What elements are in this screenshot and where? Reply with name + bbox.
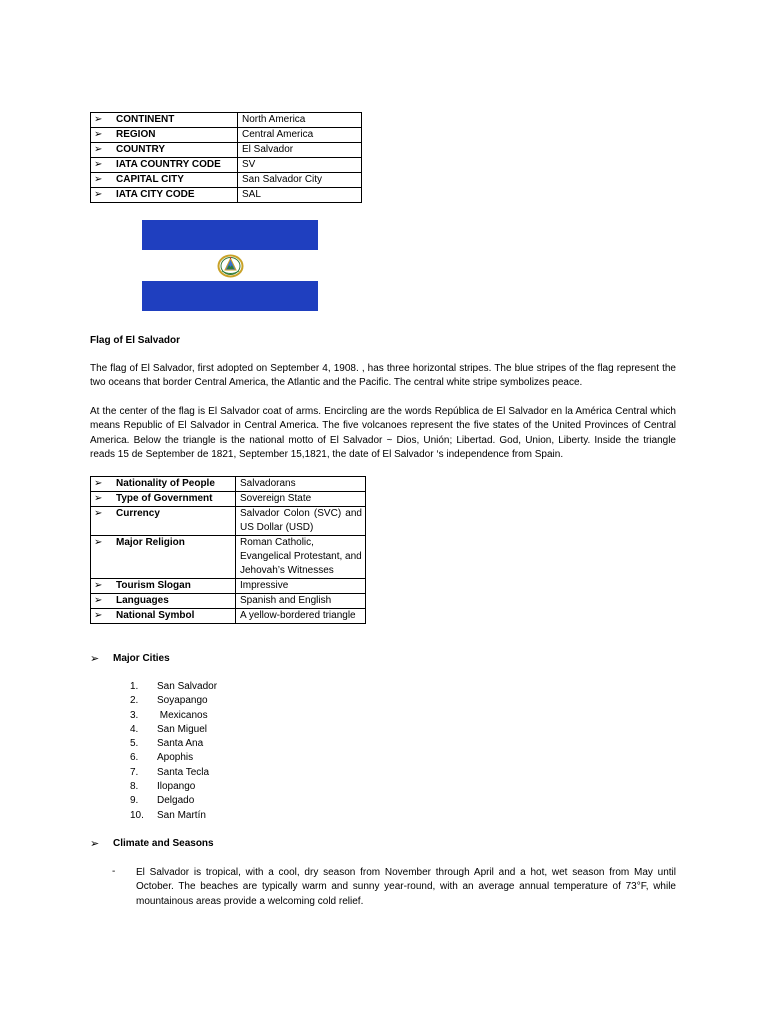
country-fact-row (91, 609, 366, 624)
city-name: San Miguel (157, 723, 208, 735)
city-list-item (130, 751, 217, 765)
city-number: 1. (130, 681, 139, 692)
location-info-table (90, 112, 362, 203)
city-list-item (130, 794, 217, 808)
city-name: Soyapango (157, 695, 208, 707)
city-name: Mexicanos (157, 709, 208, 721)
country-fact-value-cell: A yellow-bordered triangle (236, 609, 366, 624)
country-fact-key-cell (91, 594, 236, 609)
location-info-key-cell (91, 143, 238, 158)
city-list-item (130, 766, 217, 780)
country-fact-key-label: Major Religion (116, 537, 185, 548)
location-info-key-label: COUNTRY (116, 144, 166, 155)
city-number: 10. (130, 809, 144, 821)
climate-dash: - (112, 866, 116, 877)
location-info-row (91, 113, 362, 128)
arrow-bullet-icon: ➢ (94, 537, 103, 548)
location-info-value-cell: North America (238, 113, 362, 128)
location-info-key-cell (91, 158, 238, 173)
location-info-value-cell: SV (238, 158, 362, 173)
country-fact-key-label: Tourism Slogan (116, 580, 191, 591)
major-cities-list (130, 680, 217, 823)
major-cities-bullet-icon: ➢ (90, 653, 100, 665)
country-facts-table (90, 476, 366, 624)
city-name: Apophis (157, 752, 194, 764)
city-name: Santa Ana (157, 738, 204, 750)
country-fact-key-cell (91, 477, 236, 492)
country-fact-value-cell: Spanish and English (236, 594, 366, 609)
location-info-key-label: REGION (116, 129, 156, 140)
arrow-bullet-icon: ➢ (94, 114, 103, 125)
country-fact-key-label: National Symbol (116, 610, 195, 621)
location-info-key-cell (91, 188, 238, 203)
location-info-key-cell (91, 128, 238, 143)
country-fact-key-cell (91, 492, 236, 507)
country-fact-row (91, 594, 366, 609)
city-number: 4. (130, 723, 139, 735)
arrow-bullet-icon: ➢ (94, 508, 103, 519)
arrow-bullet-icon: ➢ (94, 129, 103, 140)
climate-paragraph: El Salvador is tropical, with a cool, dry season from November through April and a hot, wet season from May until October. The beaches are typically warm and sunny year-round, with an average annual temperature of 73°F, while mountainous areas provide a welcoming cold relief. (136, 867, 676, 907)
country-fact-value-cell: Sovereign State (236, 492, 366, 507)
country-fact-key-cell (91, 536, 236, 579)
city-list-item (130, 709, 217, 723)
flag-heading: Flag of El Salvador (90, 335, 181, 346)
location-info-value-cell: El Salvador (238, 143, 362, 158)
location-info-value-cell: San Salvador City (238, 173, 362, 188)
arrow-bullet-icon: ➢ (94, 595, 103, 606)
arrow-bullet-icon: ➢ (94, 478, 103, 489)
major-cities-heading: Major Cities (113, 653, 170, 664)
country-fact-row (91, 492, 366, 507)
country-fact-key-label: Languages (116, 595, 169, 606)
city-number: 8. (130, 781, 139, 793)
city-number: 2. (130, 695, 139, 707)
location-info-key-label: IATA COUNTRY CODE (116, 159, 221, 170)
location-info-row (91, 173, 362, 188)
country-fact-row (91, 477, 366, 492)
arrow-bullet-icon: ➢ (94, 174, 103, 185)
location-info-key-label: IATA CITY CODE (116, 189, 195, 200)
location-info-row (91, 188, 362, 203)
location-info-key-cell (91, 173, 238, 188)
city-number: 7. (130, 766, 139, 778)
flag-top-blue-stripe (142, 220, 318, 250)
city-list-item (130, 723, 217, 737)
coat-of-arms-icon (216, 254, 245, 278)
country-fact-key-cell (91, 609, 236, 624)
country-fact-value-cell: Salvadorans (236, 477, 366, 492)
city-name: Ilopango (157, 781, 196, 793)
flag-description-paragraph: The flag of El Salvador, first adopted on September 4, 1908. , has three horizontal stripes. The blue stripes of the flag represent the two oceans that border Central America, the Atlantic and the Pacific. The central white stripe symbolizes peace. (90, 363, 676, 389)
el-salvador-flag (142, 220, 318, 311)
city-list-item (130, 737, 217, 751)
city-number: 6. (130, 752, 139, 764)
location-info-key-label: CONTINENT (116, 114, 175, 125)
climate-bullet-icon: ➢ (90, 838, 100, 850)
arrow-bullet-icon: ➢ (94, 610, 103, 621)
city-number: 5. (130, 738, 139, 750)
city-name: Delgado (157, 795, 195, 807)
location-info-value-cell: SAL (238, 188, 362, 203)
city-name: Santa Tecla (157, 766, 210, 778)
coat-of-arms-paragraph: At the center of the flag is El Salvador coat of arms. Encircling are the words República de El Salvador en la América Central which means Republic of El Salvador in Central America. The five volcanoes represent the five states of the United Provinces of Central America. Below the triangle is the national motto of El Salvador ~ Dios, Unión; Libertad. God, Union, Liberty. Inside the triangle reads 15 de September de 1821, September 15,1821, the date of El Salvador ‘s independence from Spain. (90, 406, 676, 460)
location-info-row (91, 128, 362, 143)
city-number: 3. (130, 709, 139, 721)
city-list-item (130, 809, 217, 823)
country-fact-key-label: Currency (116, 508, 160, 519)
city-list-item (130, 780, 217, 794)
arrow-bullet-icon: ➢ (94, 493, 103, 504)
country-fact-key-label: Nationality of People (116, 478, 215, 489)
arrow-bullet-icon: ➢ (94, 189, 103, 200)
city-name: San Salvador (157, 681, 218, 692)
location-info-value-cell: Central America (238, 128, 362, 143)
country-fact-key-cell (91, 579, 236, 594)
country-fact-row (91, 536, 366, 579)
climate-heading: Climate and Seasons (113, 838, 214, 849)
flag-bottom-blue-stripe (142, 281, 318, 311)
location-info-row (91, 158, 362, 173)
country-fact-row (91, 579, 366, 594)
city-list-item (130, 694, 217, 708)
location-info-row (91, 143, 362, 158)
location-info-key-cell (91, 113, 238, 128)
arrow-bullet-icon: ➢ (94, 159, 103, 170)
location-info-key-label: CAPITAL CITY (116, 174, 184, 185)
country-fact-key-label: Type of Government (116, 493, 213, 504)
country-fact-value-cell: Impressive (236, 579, 366, 594)
city-name: San Martín (157, 809, 206, 821)
country-fact-value-cell: Roman Catholic, Evangelical Protestant, and Jehovah’s Witnesses (236, 536, 366, 579)
country-fact-row (91, 507, 366, 536)
arrow-bullet-icon: ➢ (94, 144, 103, 155)
arrow-bullet-icon: ➢ (94, 580, 103, 591)
city-list-item (130, 680, 217, 694)
country-fact-key-cell (91, 507, 236, 536)
city-number: 9. (130, 795, 139, 807)
country-fact-value-cell: Salvador Colon (SVC) and US Dollar (USD) (236, 507, 366, 536)
